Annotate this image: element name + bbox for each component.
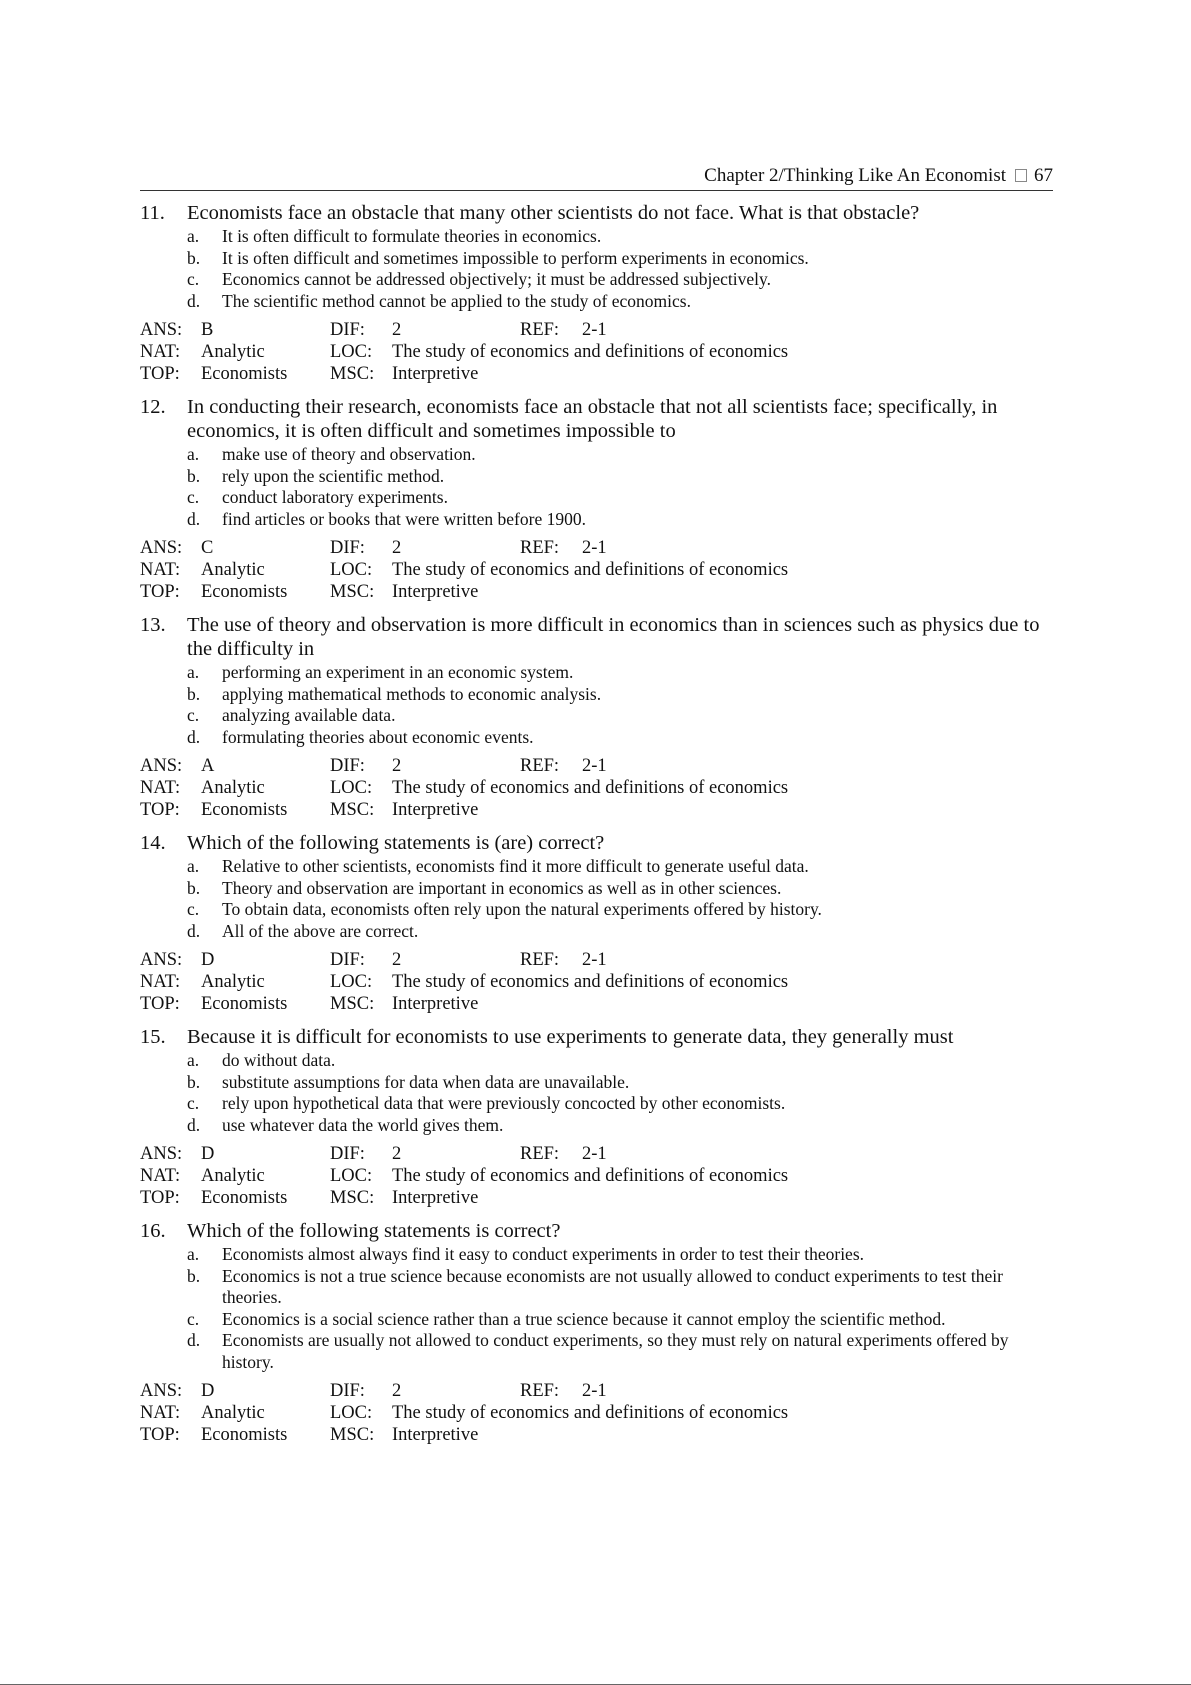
option-text: performing an experiment in an economic system.: [222, 662, 574, 682]
question-list: [140, 201, 1053, 1446]
msc-value: Interpretive: [392, 582, 479, 602]
answer-options: [187, 856, 1053, 942]
dif-value: 2: [392, 1381, 402, 1401]
option-letter: d.: [187, 290, 201, 311]
question-number: 14.: [140, 832, 166, 854]
option-text: conduct laboratory experiments.: [222, 487, 448, 507]
option-text: rely upon the scientific method.: [222, 465, 445, 486]
option-letter: b.: [187, 465, 201, 486]
question-item: [140, 395, 1053, 603]
question-metadata: [140, 1380, 1053, 1446]
question-stem: [140, 201, 1053, 225]
loc-label: LOC:: [330, 1403, 373, 1423]
answer-option: [187, 1115, 1053, 1137]
metadata-row: [140, 341, 1053, 363]
answer-options: [187, 1050, 1053, 1136]
question-number: 15.: [140, 1026, 166, 1048]
option-text: do without data.: [222, 1050, 336, 1070]
nat-label: NAT:: [140, 778, 181, 798]
option-text: Economists are usually not allowed to conduct experiments, so they must rely on natural experiments offered by history.: [222, 1330, 1009, 1372]
option-letter: d.: [187, 508, 201, 529]
answer-option: [187, 1072, 1053, 1094]
option-letter: d.: [187, 1330, 201, 1350]
answer-option: [187, 662, 1053, 684]
option-text: It is often difficult to formulate theories in economics.: [222, 226, 602, 246]
question-number: 16.: [140, 1220, 166, 1242]
top-value: Economists: [201, 582, 288, 602]
nat-label: NAT:: [140, 342, 181, 362]
option-text: make use of theory and observation.: [222, 444, 476, 464]
metadata-row: [140, 581, 1053, 603]
metadata-row: [140, 319, 1053, 341]
top-value: Economists: [201, 1188, 288, 1208]
page: [140, 166, 1053, 1446]
ans-value: C: [201, 538, 214, 558]
question-stem: [140, 613, 1053, 661]
dif-value: 2: [392, 320, 402, 340]
option-text: Economics cannot be addressed objectively; it must be addressed subjectively.: [222, 269, 771, 289]
answer-option: [187, 509, 1053, 531]
question-stem: [140, 831, 1053, 855]
loc-label: LOC:: [330, 972, 373, 992]
top-label: TOP:: [140, 364, 180, 384]
answer-options: [187, 662, 1053, 748]
metadata-row: [140, 971, 1053, 993]
option-text: analyzing available data.: [222, 705, 396, 725]
loc-value: The study of economics and definitions of economics: [392, 778, 789, 798]
ans-value: D: [201, 1381, 215, 1401]
option-letter: a.: [187, 1244, 200, 1264]
answer-option: [187, 269, 1053, 291]
question-number: 12.: [140, 396, 166, 418]
loc-value: The study of economics and definitions of economics: [392, 560, 789, 580]
top-label: TOP:: [140, 1425, 180, 1445]
ans-value: D: [201, 1144, 215, 1164]
option-text: Relative to other scientists, economists find it more difficult to generate useful data.: [222, 856, 809, 876]
dif-value: 2: [392, 538, 402, 558]
loc-value: The study of economics and definitions of economics: [392, 342, 789, 362]
nat-value: Analytic: [201, 342, 265, 362]
option-letter: a.: [187, 444, 200, 464]
answer-option: [187, 444, 1053, 466]
dif-label: DIF:: [330, 950, 365, 970]
option-letter: b.: [187, 683, 201, 704]
question-metadata: [140, 755, 1053, 821]
question-item: [140, 1219, 1053, 1446]
nat-value: Analytic: [201, 1166, 265, 1186]
metadata-row: [140, 1402, 1053, 1424]
question-number: 13.: [140, 614, 166, 636]
msc-value: Interpretive: [392, 800, 479, 820]
option-letter: a.: [187, 226, 200, 246]
option-letter: d.: [187, 726, 201, 747]
dif-value: 2: [392, 950, 402, 970]
nat-label: NAT:: [140, 560, 181, 580]
question-metadata: [140, 537, 1053, 603]
question-stem: [140, 1025, 1053, 1049]
option-letter: b.: [187, 247, 201, 268]
option-text: Economics is a social science rather than a true science because it cannot employ the scientific method.: [222, 1308, 946, 1329]
answer-option: [187, 856, 1053, 878]
answer-options: [187, 444, 1053, 530]
nat-value: Analytic: [201, 972, 265, 992]
loc-label: LOC:: [330, 778, 373, 798]
top-label: TOP:: [140, 994, 180, 1014]
option-text: formulating theories about economic events.: [222, 726, 534, 747]
ans-value: B: [201, 320, 214, 340]
ref-value: 2-1: [582, 1381, 607, 1401]
question-text: Economists face an obstacle that many other scientists do not face. What is that obstacle?: [187, 202, 920, 224]
box-glyph-icon: [1015, 169, 1027, 182]
msc-label: MSC:: [330, 582, 375, 602]
top-label: TOP:: [140, 800, 180, 820]
question-number: 11.: [140, 202, 165, 224]
question-text: Because it is difficult for economists to use experiments to generate data, they generally must: [187, 1026, 954, 1048]
dif-label: DIF:: [330, 756, 365, 776]
top-value: Economists: [201, 364, 288, 384]
msc-label: MSC:: [330, 1188, 375, 1208]
question-item: [140, 1025, 1053, 1209]
option-text: rely upon hypothetical data that were previously concocted by other economists.: [222, 1093, 786, 1113]
header-title: Chapter 2/Thinking Like An Economist: [704, 165, 1006, 186]
msc-value: Interpretive: [392, 1425, 479, 1445]
dif-label: DIF:: [330, 1381, 365, 1401]
answer-option: [187, 291, 1053, 313]
question-item: [140, 831, 1053, 1015]
metadata-row: [140, 1143, 1053, 1165]
option-text: applying mathematical methods to economic analysis.: [222, 683, 602, 704]
ref-label: REF:: [520, 950, 560, 970]
metadata-row: [140, 559, 1053, 581]
nat-value: Analytic: [201, 560, 265, 580]
ref-label: REF:: [520, 1381, 560, 1401]
ans-label: ANS:: [140, 320, 183, 340]
nat-value: Analytic: [201, 1403, 265, 1423]
answer-option: [187, 226, 1053, 248]
option-text: Economists almost always find it easy to conduct experiments in order to test their theories.: [222, 1244, 865, 1264]
top-label: TOP:: [140, 1188, 180, 1208]
metadata-row: [140, 1380, 1053, 1402]
option-letter: a.: [187, 856, 200, 876]
dif-value: 2: [392, 1144, 402, 1164]
option-letter: c.: [187, 705, 200, 725]
ref-value: 2-1: [582, 538, 607, 558]
answer-option: [187, 727, 1053, 749]
msc-label: MSC:: [330, 1425, 375, 1445]
option-letter: d.: [187, 1114, 201, 1135]
option-letter: b.: [187, 877, 201, 898]
ans-value: A: [201, 756, 215, 776]
question-stem: [140, 395, 1053, 443]
option-letter: b.: [187, 1265, 201, 1286]
loc-value: The study of economics and definitions of economics: [392, 1403, 789, 1423]
msc-value: Interpretive: [392, 1188, 479, 1208]
ans-label: ANS:: [140, 950, 183, 970]
answer-option: [187, 248, 1053, 270]
question-metadata: [140, 1143, 1053, 1209]
answer-option: [187, 1266, 1053, 1309]
loc-label: LOC:: [330, 1166, 373, 1186]
answer-options: [187, 226, 1053, 312]
option-letter: c.: [187, 487, 200, 507]
dif-label: DIF:: [330, 320, 365, 340]
metadata-row: [140, 1165, 1053, 1187]
option-text: substitute assumptions for data when data are unavailable.: [222, 1071, 630, 1092]
loc-value: The study of economics and definitions of economics: [392, 972, 789, 992]
question-text: Which of the following statements is correct?: [187, 1220, 561, 1242]
option-letter: c.: [187, 1093, 200, 1113]
answer-option: [187, 921, 1053, 943]
answer-option: [187, 1050, 1053, 1072]
ans-value: D: [201, 950, 215, 970]
ref-value: 2-1: [582, 950, 607, 970]
option-letter: c.: [187, 899, 200, 919]
loc-label: LOC:: [330, 560, 373, 580]
question-item: [140, 613, 1053, 821]
option-text: It is often difficult and sometimes impossible to perform experiments in economics.: [222, 247, 809, 268]
dif-label: DIF:: [330, 1144, 365, 1164]
ref-value: 2-1: [582, 320, 607, 340]
metadata-row: [140, 799, 1053, 821]
dif-label: DIF:: [330, 538, 365, 558]
msc-label: MSC:: [330, 364, 375, 384]
answer-option: [187, 899, 1053, 921]
option-text: Economics is not a true science because economists are not usually allowed to conduct experiments to test their theories.: [222, 1265, 1003, 1307]
metadata-row: [140, 363, 1053, 385]
option-letter: b.: [187, 1071, 201, 1092]
option-text: The scientific method cannot be applied to the study of economics.: [222, 290, 691, 311]
answer-option: [187, 487, 1053, 509]
top-label: TOP:: [140, 582, 180, 602]
ans-label: ANS:: [140, 1381, 183, 1401]
question-metadata: [140, 949, 1053, 1015]
ans-label: ANS:: [140, 756, 183, 776]
top-value: Economists: [201, 1425, 288, 1445]
answer-option: [187, 1093, 1053, 1115]
running-header: [140, 166, 1053, 191]
question-stem: [140, 1219, 1053, 1243]
nat-label: NAT:: [140, 1166, 181, 1186]
answer-option: [187, 705, 1053, 727]
question-text: In conducting their research, economists face an obstacle that not all scientists face; specifically, in economics, it is often difficult and sometimes impossible to: [187, 396, 998, 442]
answer-option: [187, 466, 1053, 488]
option-text: To obtain data, economists often rely upon the natural experiments offered by history.: [222, 899, 822, 919]
question-text: Which of the following statements is (are) correct?: [187, 832, 605, 854]
ref-value: 2-1: [582, 1144, 607, 1164]
msc-value: Interpretive: [392, 364, 479, 384]
page-number: 67: [1034, 165, 1053, 186]
answer-option: [187, 1244, 1053, 1266]
option-letter: c.: [187, 269, 200, 289]
msc-label: MSC:: [330, 994, 375, 1014]
metadata-row: [140, 993, 1053, 1015]
option-letter: c.: [187, 1308, 200, 1329]
msc-label: MSC:: [330, 800, 375, 820]
metadata-row: [140, 755, 1053, 777]
option-text: use whatever data the world gives them.: [222, 1114, 504, 1135]
answer-option: [187, 1330, 1053, 1373]
nat-label: NAT:: [140, 1403, 181, 1423]
ref-label: REF:: [520, 756, 560, 776]
option-text: Theory and observation are important in economics as well as in other sciences.: [222, 877, 782, 898]
metadata-row: [140, 949, 1053, 971]
top-value: Economists: [201, 800, 288, 820]
ans-label: ANS:: [140, 538, 183, 558]
option-text: find articles or books that were written before 1900.: [222, 508, 586, 529]
answer-option: [187, 684, 1053, 706]
answer-option: [187, 1309, 1053, 1331]
top-value: Economists: [201, 994, 288, 1014]
metadata-row: [140, 1424, 1053, 1446]
ref-label: REF:: [520, 320, 560, 340]
nat-value: Analytic: [201, 778, 265, 798]
ref-label: REF:: [520, 1144, 560, 1164]
metadata-row: [140, 1187, 1053, 1209]
msc-value: Interpretive: [392, 994, 479, 1014]
loc-label: LOC:: [330, 342, 373, 362]
question-metadata: [140, 319, 1053, 385]
option-letter: a.: [187, 1050, 200, 1070]
answer-options: [187, 1244, 1053, 1373]
answer-option: [187, 878, 1053, 900]
ref-label: REF:: [520, 538, 560, 558]
nat-label: NAT:: [140, 972, 181, 992]
ref-value: 2-1: [582, 756, 607, 776]
loc-value: The study of economics and definitions of economics: [392, 1166, 789, 1186]
option-text: All of the above are correct.: [222, 920, 419, 941]
metadata-row: [140, 777, 1053, 799]
question-text: The use of theory and observation is more difficult in economics than in sciences such as physics due to the difficulty in: [187, 614, 1040, 660]
metadata-row: [140, 537, 1053, 559]
option-letter: a.: [187, 662, 200, 682]
question-item: [140, 201, 1053, 385]
option-letter: d.: [187, 920, 201, 941]
dif-value: 2: [392, 756, 402, 776]
ans-label: ANS:: [140, 1144, 183, 1164]
